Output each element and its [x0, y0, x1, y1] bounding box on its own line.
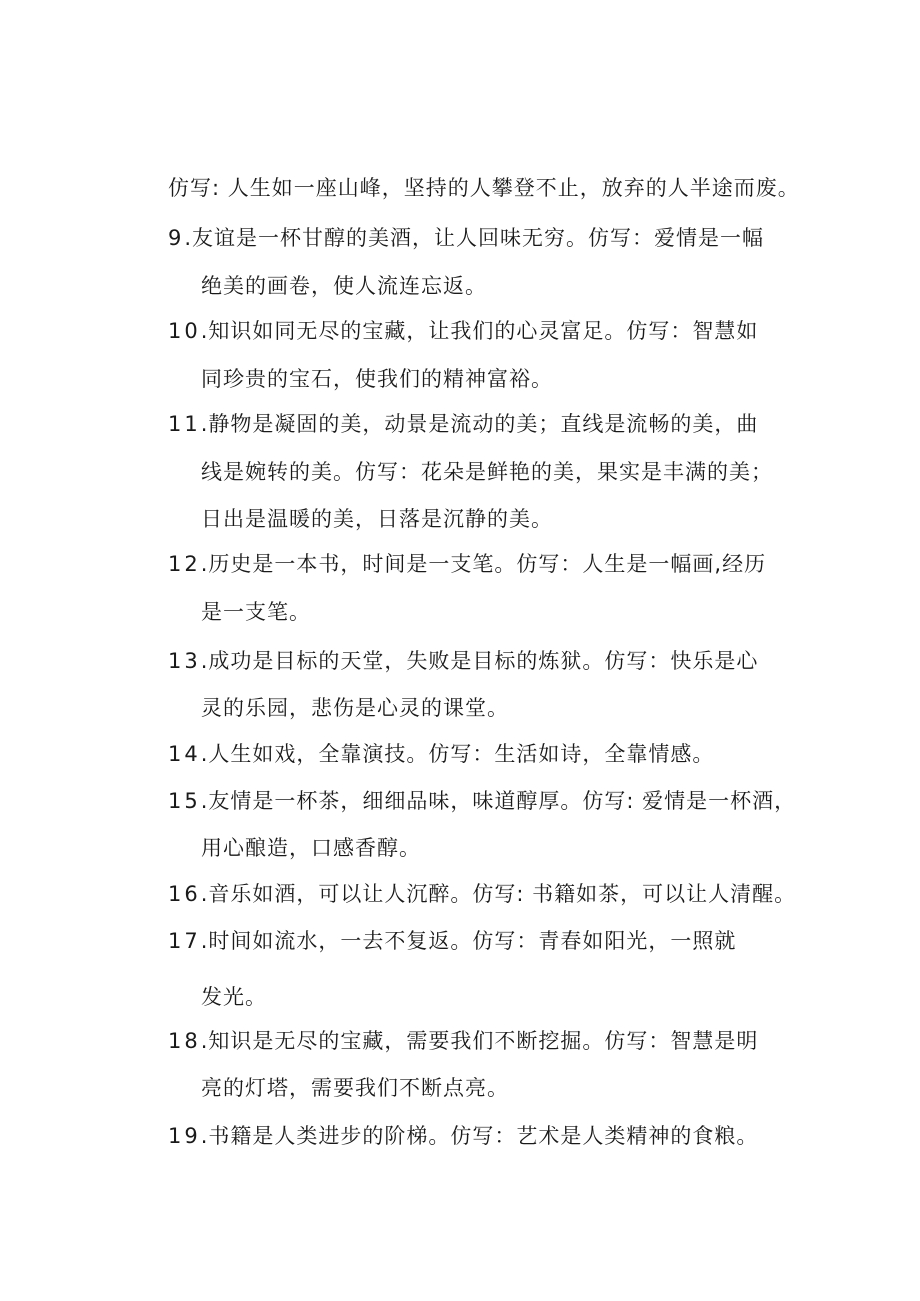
item-number: 17 — [168, 929, 201, 953]
list-item — [168, 224, 764, 252]
line-text: .时间如流水，一去不复返。仿写：青春如阳光，一照就 — [200, 929, 737, 953]
item-number: 19 — [168, 1124, 201, 1148]
line-text: .书籍是人类进步的阶梯。仿写：艺术是人类精神的食粮。 — [200, 1124, 759, 1148]
list-item — [168, 317, 758, 345]
line-text: 是一支笔。 — [201, 600, 311, 624]
line-text: 亮的灯塔，需要我们不断点亮。 — [201, 1076, 509, 1100]
line-text: 灵的乐园，悲伤是心灵的课堂。 — [201, 696, 509, 720]
text-line — [201, 598, 311, 626]
item-number: 13 — [168, 649, 201, 673]
line-text: .知识是无尽的宝藏，需要我们不断挖掘。仿写：智慧是明 — [200, 1029, 759, 1053]
list-item — [168, 410, 758, 438]
list-item — [168, 740, 714, 768]
text-line — [201, 272, 487, 300]
line-text: 绝美的画卷，使人流连忘返。 — [201, 274, 487, 298]
list-item — [168, 1122, 758, 1150]
line-text: .知识如同无尽的宝藏，让我们的心灵富足。仿写：智慧如 — [200, 319, 759, 343]
text-line — [168, 174, 800, 202]
item-number: 11 — [168, 412, 201, 436]
item-number: 18 — [168, 1029, 201, 1053]
text-line — [201, 458, 773, 486]
item-number: 16 — [168, 882, 201, 906]
text-line — [201, 365, 553, 393]
item-number: 14 — [168, 742, 201, 766]
line-text: .静物是凝固的美，动景是流动的美；直线是流畅的美，曲 — [200, 412, 759, 436]
list-item — [168, 927, 736, 955]
list-item — [168, 550, 766, 578]
text-line — [201, 505, 553, 533]
line-text: .友谊是一杯甘醇的美酒，让人回味无穷。仿写：爱情是一幅 — [184, 226, 765, 250]
line-text: .友情是一杯茶，细细品味，味道醇厚。仿写: 爱情是一杯酒， — [200, 789, 797, 813]
line-text: 同珍贵的宝石，使我们的精神富裕。 — [201, 367, 553, 391]
list-item — [168, 1027, 758, 1055]
line-text: 日出是温暖的美，日落是沉静的美。 — [201, 507, 553, 531]
list-item — [168, 787, 796, 815]
line-text: 线是婉转的美。仿写：花朵是鲜艳的美，果实是丰满的美； — [201, 460, 773, 484]
item-number: 12 — [168, 552, 201, 576]
line-text: .历史是一本书，时间是一支笔。仿写：人生是一幅画,经历 — [200, 552, 767, 576]
text-line — [201, 983, 267, 1011]
text-line — [201, 694, 509, 722]
line-text: .音乐如酒，可以让人沉醉。仿写: 书籍如茶，可以让人清醒。 — [200, 882, 797, 906]
line-text: 发光。 — [201, 985, 267, 1009]
line-text: .人生如戏，全靠演技。仿写：生活如诗，全靠情感。 — [200, 742, 715, 766]
item-number: 15 — [168, 789, 201, 813]
text-line — [201, 834, 421, 862]
item-number: 10 — [168, 319, 201, 343]
item-number: 9 — [168, 226, 185, 250]
line-text: .成功是目标的天堂，失败是目标的炼狱。仿写：快乐是心 — [200, 649, 759, 673]
list-item — [168, 880, 796, 908]
line-text: 用心酿造，口感香醇。 — [201, 836, 421, 860]
text-line — [201, 1074, 509, 1102]
line-text: 仿写: 人生如一座山峰，坚持的人攀登不止，放弃的人半途而废。 — [168, 176, 800, 200]
list-item — [168, 647, 758, 675]
